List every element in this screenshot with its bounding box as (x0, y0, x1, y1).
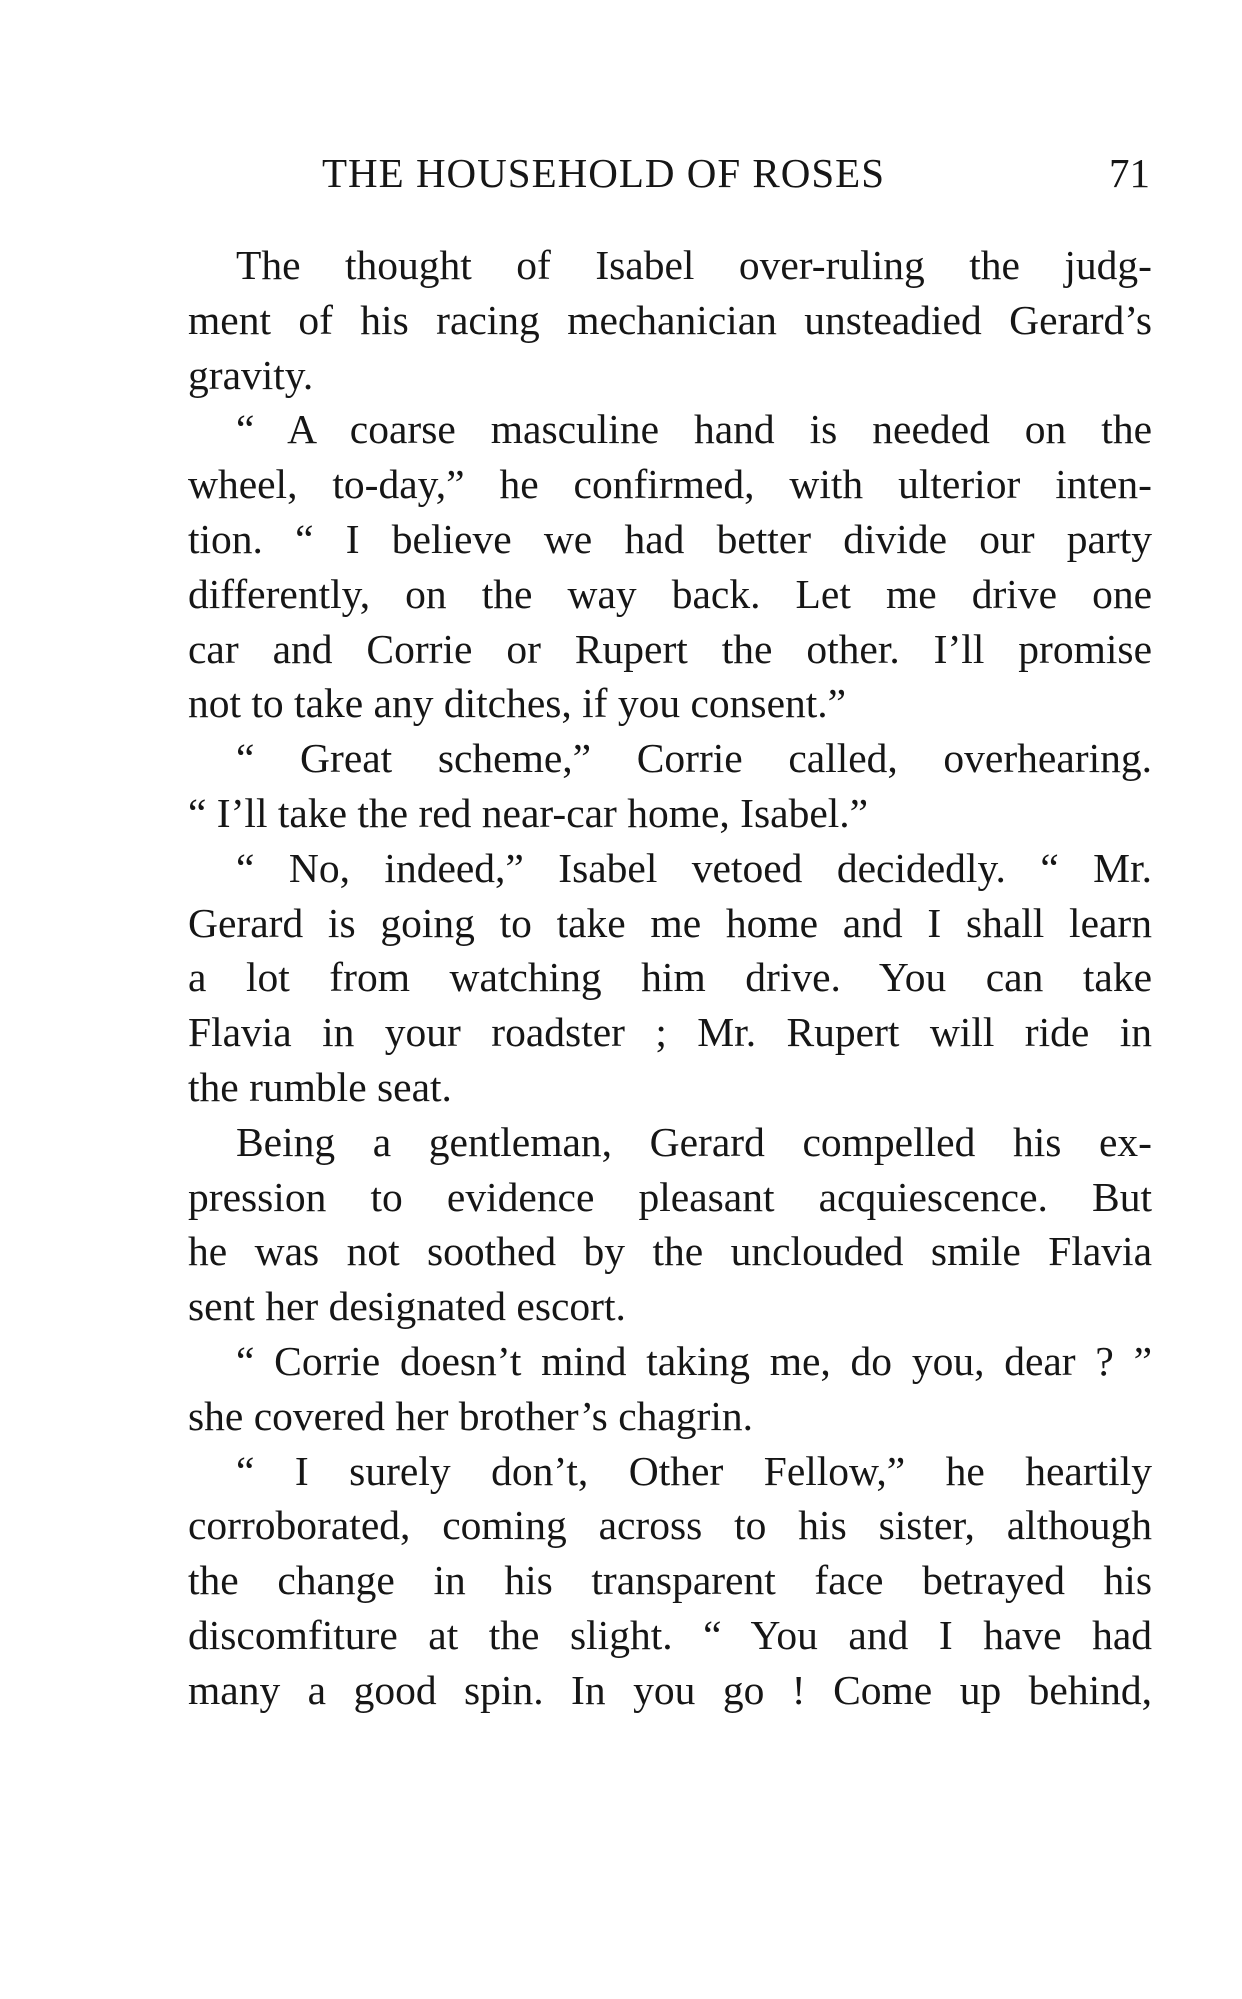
text-line: tion. “ I believe we had better divide our party (188, 515, 1152, 562)
text-line: “ Corrie doesn’t mind taking me, do you, dear ? ” (236, 1337, 1152, 1384)
text-line: gravity. (188, 351, 314, 398)
text-line: “ No, indeed,” Isabel vetoed decidedly. “ Mr. (236, 844, 1152, 891)
text-line: “ I surely don’t, Other Fellow,” he heartily (236, 1447, 1152, 1494)
text-line: wheel, to-day,” he confirmed, with ulterior inten- (188, 461, 1152, 508)
text-line: car and Corrie or Rupert the other. I’ll promise (188, 625, 1152, 672)
text-line: discomfiture at the slight. “ You and I have had (188, 1611, 1152, 1658)
text-line: corroborated, coming across to his sister, although (188, 1502, 1152, 1549)
text-line: “ Great scheme,” Corrie called, overhearing. (236, 735, 1152, 782)
running-head (190, 148, 1150, 198)
text-line: “ I’ll take the red near-car home, Isabel.” (188, 789, 869, 836)
text-line: many a good spin. In you go ! Come up behind, (188, 1666, 1152, 1713)
text-line: differently, on the way back. Let me drive one (188, 570, 1152, 617)
text-line: pression to evidence pleasant acquiescence. But (188, 1173, 1152, 1220)
text-line: ment of his racing mechanician unsteadied Gerard’s (188, 296, 1152, 343)
page-number: 71 (1109, 150, 1150, 196)
text-line: the change in his transparent face betrayed his (188, 1557, 1152, 1604)
text-line: she covered her brother’s chagrin. (188, 1392, 754, 1439)
text-line: not to take any ditches, if you consent.” (188, 680, 847, 727)
text-line: Being a gentleman, Gerard compelled his ex- (236, 1118, 1152, 1165)
text-line: sent her designated escort. (188, 1283, 626, 1330)
text-line: “ A coarse masculine hand is needed on the (236, 406, 1152, 453)
text-line: The thought of Isabel over-ruling the judg- (236, 242, 1152, 288)
text-line: a lot from watching him drive. You can take (188, 954, 1152, 1001)
body-text (188, 238, 1152, 1718)
text-line: the rumble seat. (188, 1063, 452, 1110)
text-line: he was not soothed by the unclouded smile Flavia (188, 1228, 1152, 1275)
text-line: Gerard is going to take me home and I shall learn (188, 899, 1152, 946)
running-title: THE HOUSEHOLD OF ROSES (322, 150, 886, 196)
text-line: Flavia in your roadster ; Mr. Rupert will ride in (188, 1009, 1152, 1056)
